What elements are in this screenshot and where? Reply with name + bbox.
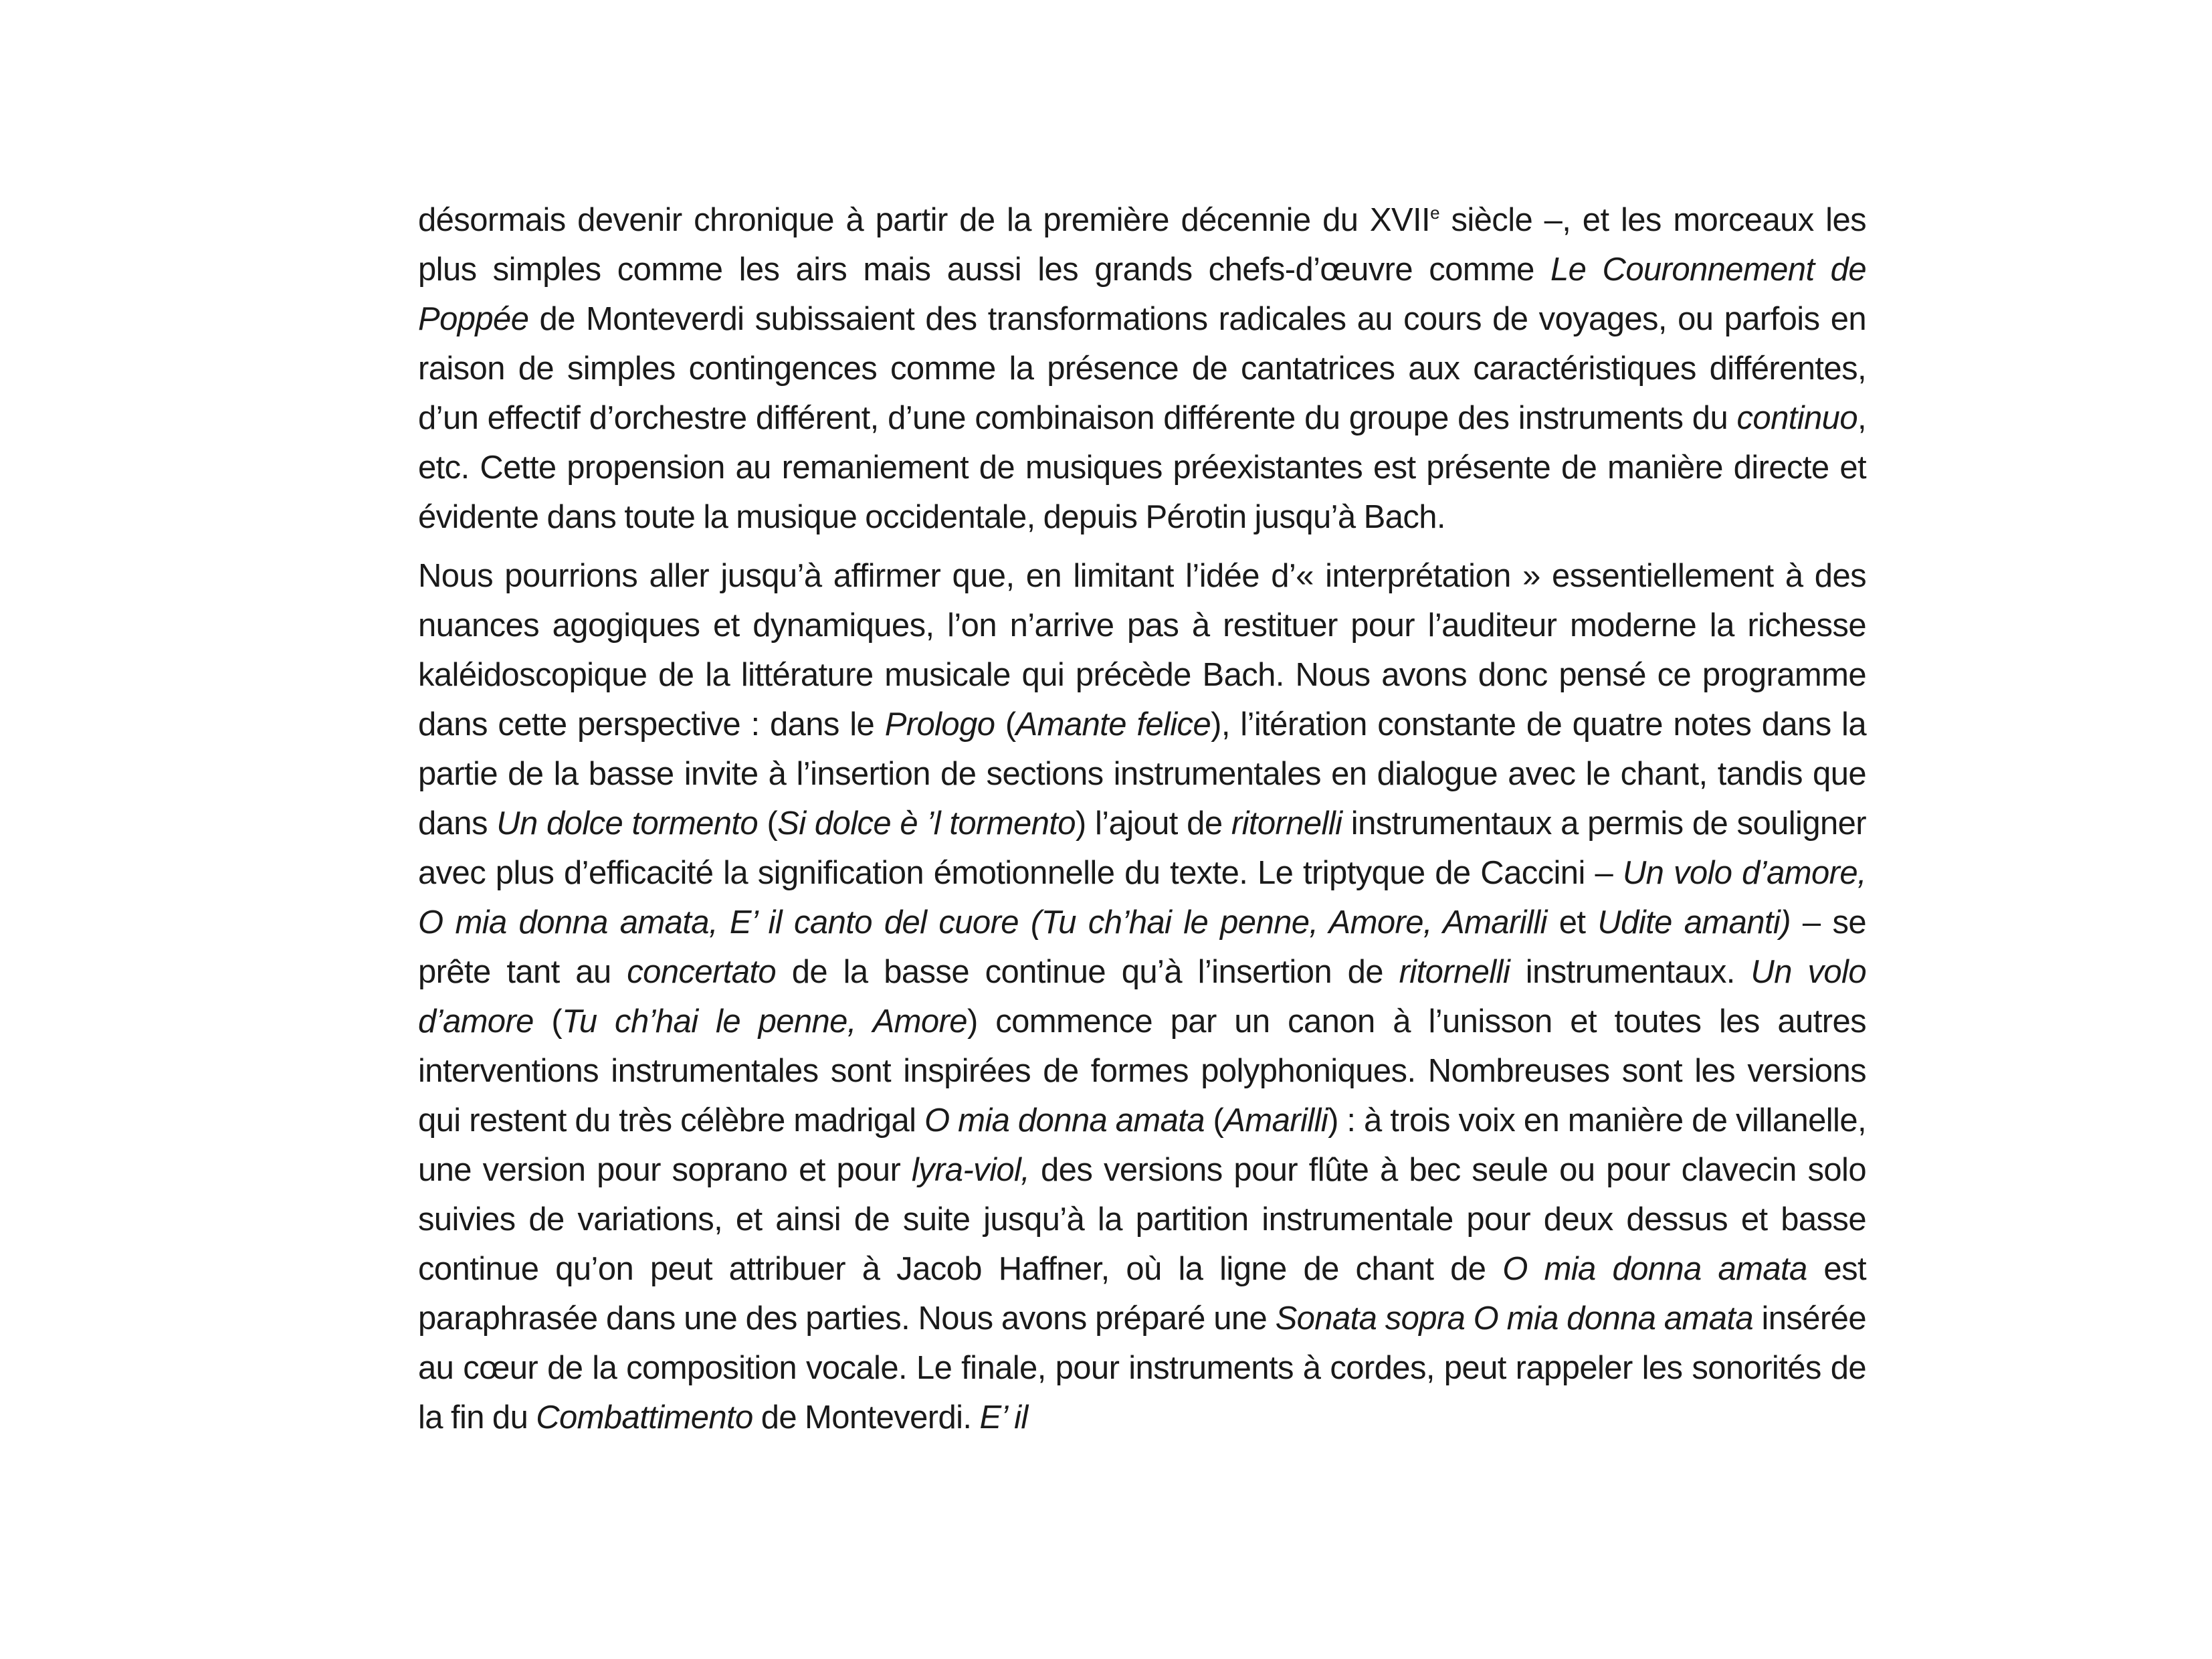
work-title: Un dolce tormento bbox=[496, 805, 759, 842]
text-run: ( bbox=[533, 1003, 563, 1040]
text-run: – se prête tant au bbox=[418, 904, 1867, 990]
work-title: Sonata sopra O mia donna amata bbox=[1275, 1300, 1754, 1337]
text-run: ), l’itération constante de quatre notes dans la partie de la basse invite à l’insertion de sections instrumentales en dialogue avec le chant, tandis que dans bbox=[418, 706, 1866, 842]
text-run: et bbox=[1546, 904, 1598, 941]
text-run: ( bbox=[758, 805, 778, 842]
text-run: ) : à trois voix en manière de villanelle, une version pour soprano et pour bbox=[418, 1102, 1867, 1188]
text-run: des versions pour flûte à bec seule ou pour clavecin solo suivies de variations, et ainsi de suite jusqu’à la partition instrumentale pour deux dessus et basse continue qu’on peut attribuer à Jacob Haffner, où la ligne de chant de bbox=[418, 1152, 1866, 1287]
work-title: Si dolce è ’l tormento bbox=[777, 805, 1076, 842]
text-run: siècle –, et les morceaux les plus simples comme les airs mais aussi les grands chefs-d’œuvre comme bbox=[418, 202, 1867, 288]
work-title: Combattimento bbox=[536, 1399, 753, 1436]
century-superscript: e bbox=[1430, 203, 1439, 223]
italic-term: ritornelli bbox=[1399, 954, 1510, 990]
work-title: Udite amanti) bbox=[1597, 904, 1791, 941]
text-run: de Monteverdi subissaient des transformations radicales au cours de voyages, ou parfois en raison de simples contingences comme la présence de cantatrices aux caractéristiques différentes, d’un effectif d’orchestre différent, d’une combinaison différente du groupe des instruments du bbox=[418, 301, 1866, 436]
work-title: Le Couronnement de Poppée bbox=[418, 252, 1866, 337]
work-title: O mia donna amata bbox=[924, 1102, 1205, 1139]
text-run: de Monteverdi. bbox=[752, 1399, 980, 1436]
work-title: Prologo bbox=[884, 706, 995, 743]
work-title: Amante felice bbox=[1015, 706, 1211, 743]
italic-term: continuo bbox=[1736, 400, 1857, 436]
italic-term: concertato bbox=[627, 954, 777, 990]
work-title: E’ il bbox=[979, 1399, 1028, 1436]
text-run: ( bbox=[995, 706, 1016, 743]
text-run: est paraphrasée dans une des parties. Nous avons préparé une bbox=[418, 1251, 1866, 1337]
body-text bbox=[418, 195, 1866, 1442]
work-title: Tu ch’hai le penne, Amore bbox=[562, 1003, 967, 1040]
italic-term: lyra-viol, bbox=[911, 1152, 1030, 1188]
text-run: instrumentaux a permis de souligner avec plus d’efficacité la signification émotionnelle du texte. Le triptyque de Caccini – bbox=[418, 805, 1867, 891]
work-title: Un volo d’amore, O mia donna amata, E’ il canto del cuore (Tu ch’hai le penne, Amore, Amarilli bbox=[418, 855, 1866, 941]
text-run: ) commence par un canon à l’unisson et toutes les autres interventions instrumentales sont inspirées de formes polyphoniques. Nombreuses sont les versions qui restent du très célèbre madrigal bbox=[418, 1003, 1866, 1139]
text-run: de la basse continue qu’à l’insertion de bbox=[776, 954, 1399, 990]
work-title: O mia donna amata bbox=[1502, 1251, 1807, 1287]
italic-term: ritornelli bbox=[1231, 805, 1342, 842]
work-title: Amarilli bbox=[1223, 1102, 1328, 1139]
text-run: ) l’ajout de bbox=[1075, 805, 1231, 842]
text-run: désormais devenir chronique à partir de la première décennie du XVII bbox=[418, 202, 1431, 238]
text-run: , etc. Cette propension au remaniement de musiques préexistantes est présente de manière directe et évidente dans toute la musique occidentale, depuis Pérotin jusqu’à Bach. bbox=[418, 400, 1866, 535]
text-run: Nous pourrions aller jusqu’à affirmer que, en limitant l’idée d’« interprétation » essentiellement à des nuances agogiques et dynamiques, l’on n’arrive pas à restituer pour l’auditeur moderne la richesse kaléidoscopique de la littérature musicale qui précède Bach. Nous avons donc pensé ce programme dans cette perspective : dans le bbox=[418, 558, 1866, 743]
text-run: ( bbox=[1204, 1102, 1224, 1139]
paragraph-1 bbox=[418, 195, 1866, 542]
text-run: instrumentaux. bbox=[1510, 954, 1751, 990]
work-title: Un volo d’amore bbox=[418, 954, 1866, 1040]
text-run: insérée au cœur de la composition vocale. Le finale, pour instruments à cordes, peut rappeler les sonorités de la fin du bbox=[418, 1300, 1866, 1436]
paragraph-2 bbox=[418, 551, 1866, 1442]
